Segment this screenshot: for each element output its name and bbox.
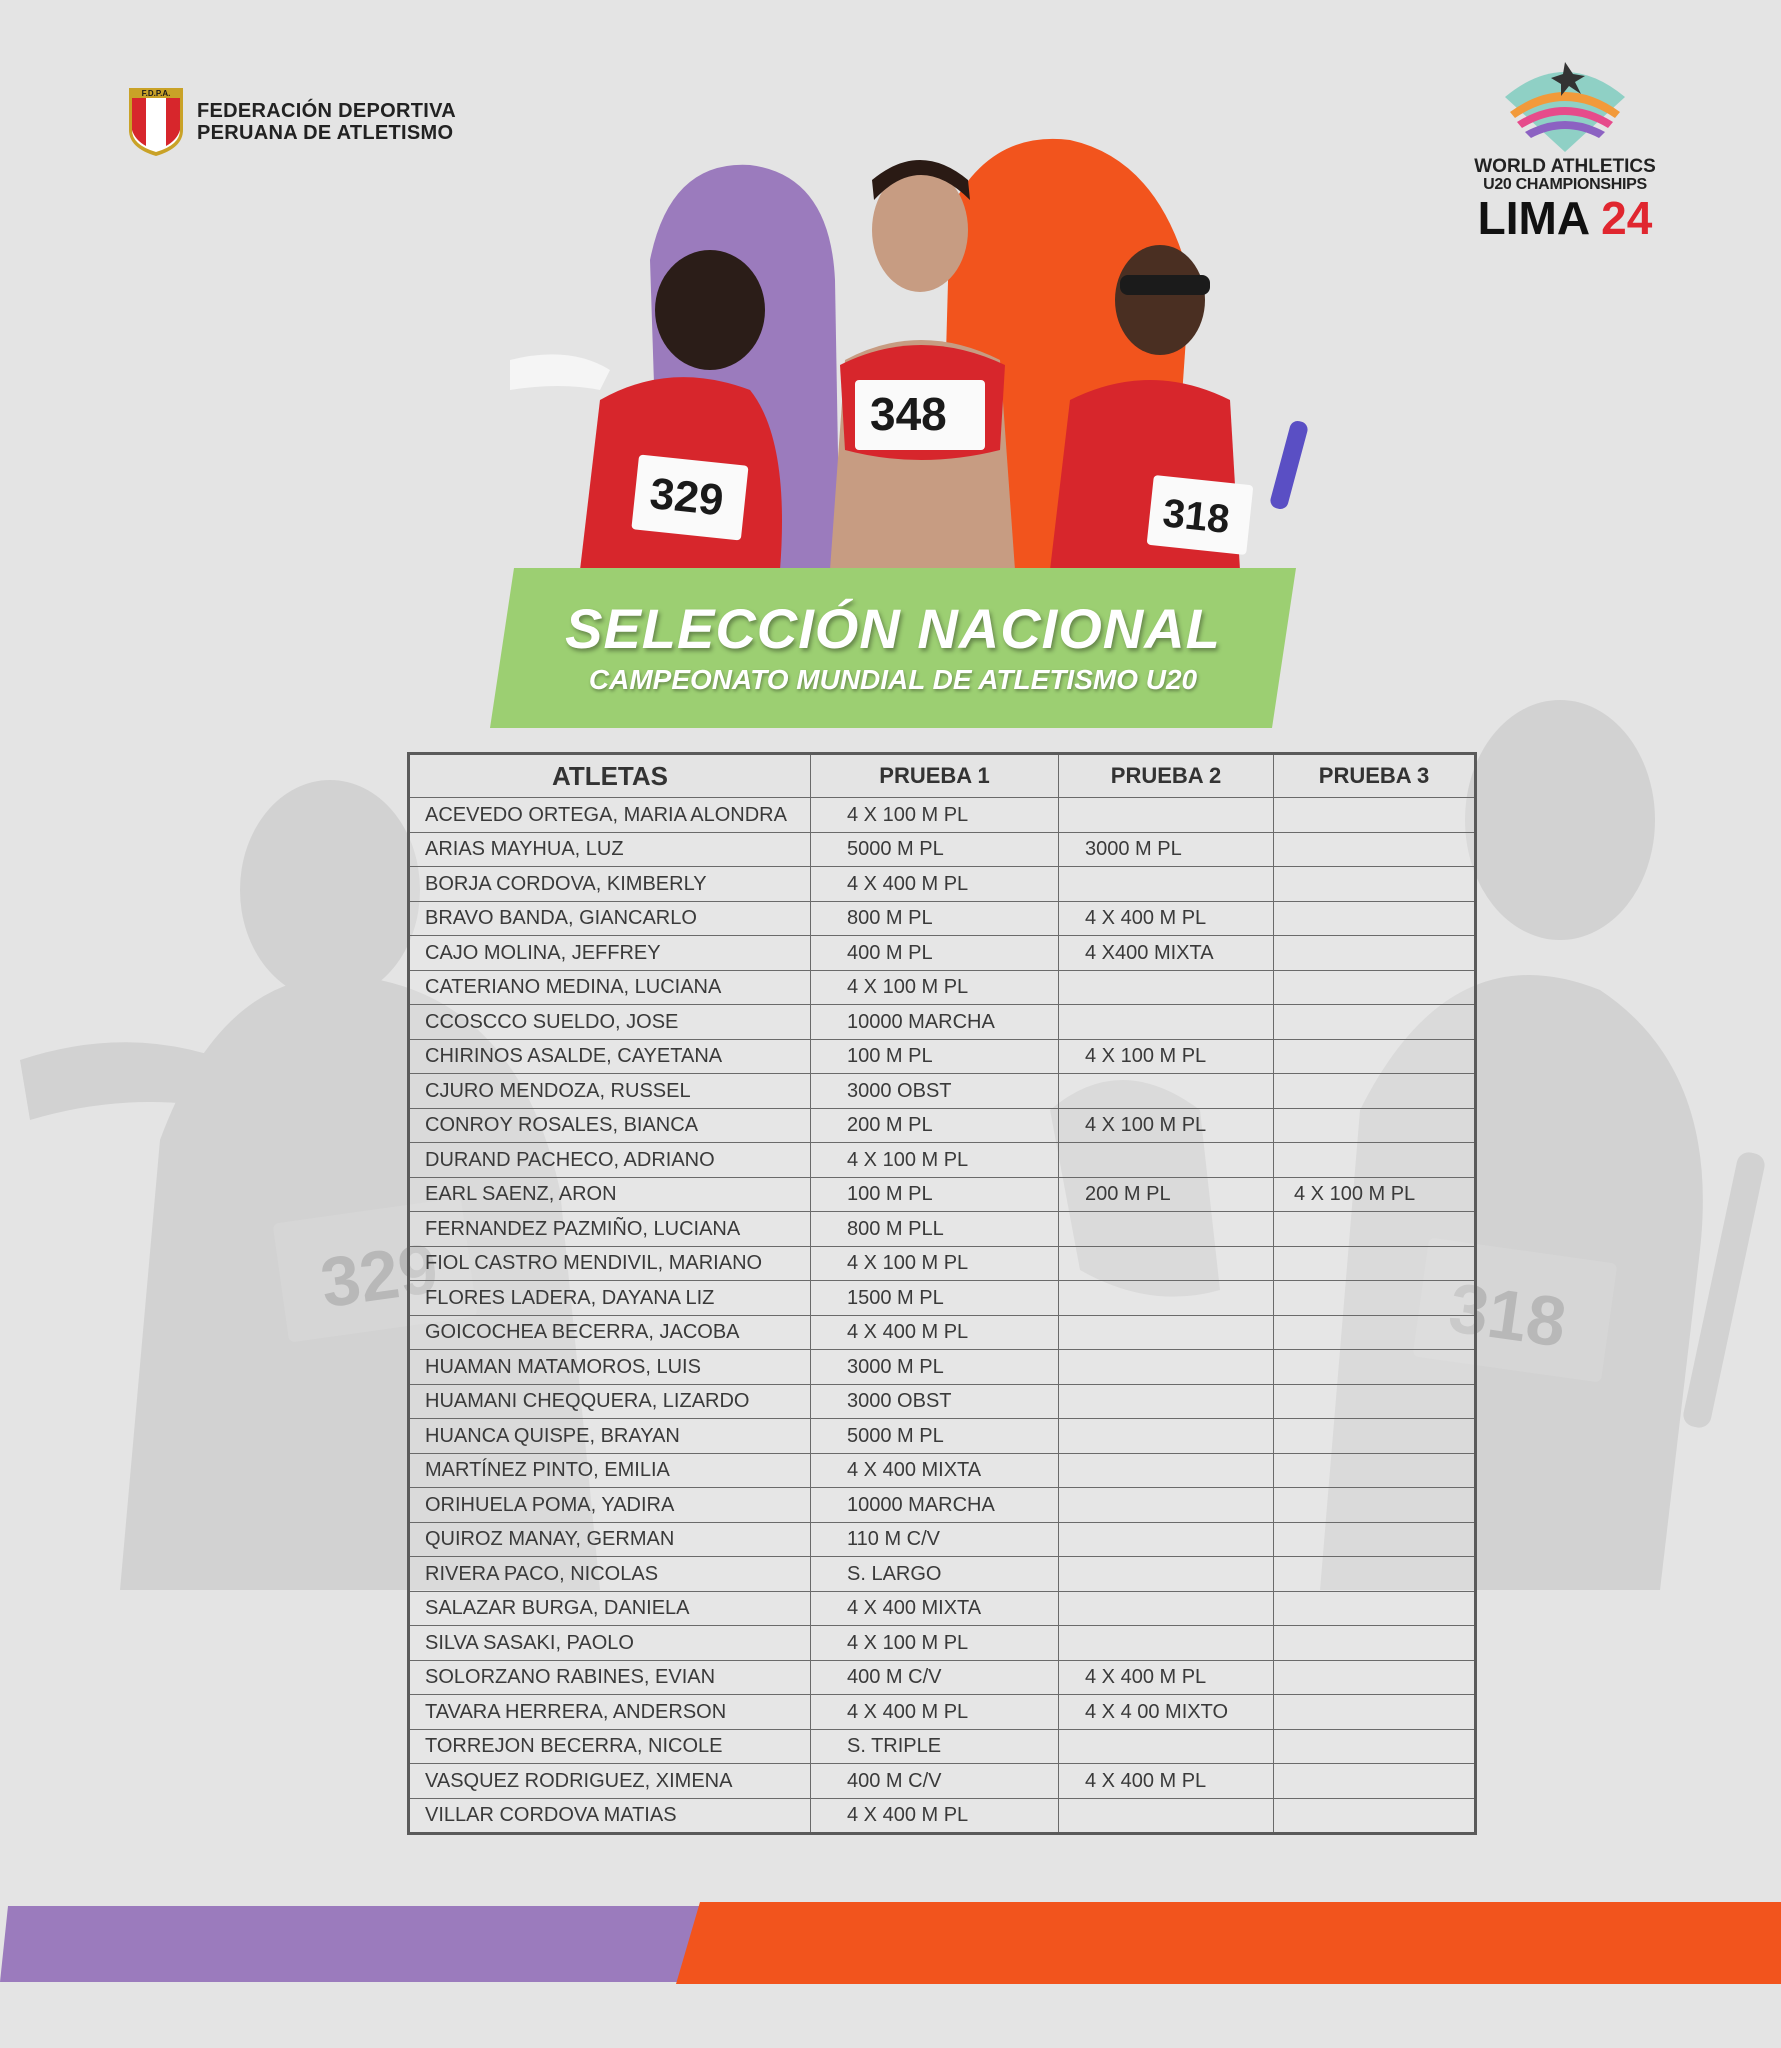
- prueba-3-cell: [1274, 798, 1476, 833]
- prueba-3-cell: [1274, 1695, 1476, 1730]
- prueba-3-cell: [1274, 867, 1476, 902]
- table-row: [409, 1660, 1476, 1695]
- prueba-2-cell: [1059, 970, 1274, 1005]
- fdpa-logo: [127, 86, 456, 158]
- prueba-2-cell: [1059, 1212, 1274, 1247]
- athlete-name-cell: FIOL CASTRO MENDIVIL, MARIANO: [409, 1246, 811, 1281]
- federation-name-line1: FEDERACIÓN DEPORTIVA: [197, 100, 456, 122]
- athlete-name-cell: MARTÍNEZ PINTO, EMILIA: [409, 1453, 811, 1488]
- footer-purple-bar: [0, 1906, 700, 1982]
- prueba-3-cell: [1274, 1108, 1476, 1143]
- bib-right: 318: [1160, 491, 1232, 542]
- table-row: [409, 1798, 1476, 1834]
- athlete-name-cell: ARIAS MAYHUA, LUZ: [409, 832, 811, 867]
- prueba-2-cell: 4 X 400 M PL: [1059, 901, 1274, 936]
- prueba-1-cell: 800 M PL: [811, 901, 1059, 936]
- prueba-1-cell: 3000 OBST: [811, 1074, 1059, 1109]
- athlete-name-cell: QUIROZ MANAY, GERMAN: [409, 1522, 811, 1557]
- table-row: [409, 1039, 1476, 1074]
- table-header-row: [409, 754, 1476, 798]
- athlete-name-cell: RIVERA PACO, NICOLAS: [409, 1557, 811, 1592]
- prueba-1-cell: 4 X 400 MIXTA: [811, 1453, 1059, 1488]
- athlete-name-cell: EARL SAENZ, ARON: [409, 1177, 811, 1212]
- prueba-3-cell: [1274, 1039, 1476, 1074]
- bib-center: 348: [870, 388, 947, 440]
- table-row: [409, 1384, 1476, 1419]
- world-athletics-u20-logo: [1460, 52, 1670, 244]
- footer-orange-bar: [676, 1902, 1781, 1984]
- prueba-2-cell: [1059, 1281, 1274, 1316]
- bib-left: 329: [647, 468, 726, 526]
- header-prueba-1: PRUEBA 1: [811, 754, 1059, 798]
- prueba-2-cell: 4 X400 MIXTA: [1059, 936, 1274, 971]
- prueba-3-cell: [1274, 1557, 1476, 1592]
- table-row: [409, 1108, 1476, 1143]
- table-row: [409, 1453, 1476, 1488]
- prueba-2-cell: 4 X 4 00 MIXTO: [1059, 1695, 1274, 1730]
- table-row: [409, 1488, 1476, 1523]
- prueba-1-cell: 10000 MARCHA: [811, 1488, 1059, 1523]
- athlete-name-cell: CONROY ROSALES, BIANCA: [409, 1108, 811, 1143]
- prueba-2-cell: 3000 M PL: [1059, 832, 1274, 867]
- prueba-3-cell: [1274, 1488, 1476, 1523]
- prueba-2-cell: [1059, 1005, 1274, 1040]
- athletes-table-body: [409, 798, 1476, 1834]
- championship-emblem-icon: [1495, 52, 1635, 152]
- prueba-3-cell: [1274, 1591, 1476, 1626]
- prueba-1-cell: 3000 M PL: [811, 1350, 1059, 1385]
- prueba-3-cell: [1274, 1350, 1476, 1385]
- table-row: [409, 1177, 1476, 1212]
- prueba-3-cell: [1274, 901, 1476, 936]
- event-name-line2: U20 CHAMPIONSHIPS: [1483, 176, 1647, 193]
- athlete-name-cell: VASQUEZ RODRIGUEZ, XIMENA: [409, 1764, 811, 1799]
- prueba-3-cell: [1274, 1384, 1476, 1419]
- table-row: [409, 1764, 1476, 1799]
- federation-name-line2: PERUANA DE ATLETISMO: [197, 122, 454, 144]
- athlete-name-cell: ACEVEDO ORTEGA, MARIA ALONDRA: [409, 798, 811, 833]
- athlete-name-cell: HUANCA QUISPE, BRAYAN: [409, 1419, 811, 1454]
- table-row: [409, 867, 1476, 902]
- prueba-2-cell: [1059, 1798, 1274, 1834]
- banner-subtitle: CAMPEONATO MUNDIAL DE ATLETISMO U20: [588, 664, 1198, 695]
- prueba-1-cell: 400 M C/V: [811, 1660, 1059, 1695]
- table-row: [409, 1074, 1476, 1109]
- athlete-name-cell: CATERIANO MEDINA, LUCIANA: [409, 970, 811, 1005]
- athlete-name-cell: TORREJON BECERRA, NICOLE: [409, 1729, 811, 1764]
- table-row: [409, 1591, 1476, 1626]
- prueba-2-cell: [1059, 1488, 1274, 1523]
- athlete-name-cell: VILLAR CORDOVA MATIAS: [409, 1798, 811, 1834]
- prueba-3-cell: [1274, 1660, 1476, 1695]
- prueba-2-cell: [1059, 1143, 1274, 1178]
- prueba-1-cell: 4 X 100 M PL: [811, 798, 1059, 833]
- prueba-2-cell: [1059, 1453, 1274, 1488]
- athlete-name-cell: CHIRINOS ASALDE, CAYETANA: [409, 1039, 811, 1074]
- table-row: [409, 1143, 1476, 1178]
- prueba-2-cell: [1059, 1626, 1274, 1661]
- event-year: 24: [1601, 192, 1653, 244]
- prueba-2-cell: [1059, 1522, 1274, 1557]
- prueba-1-cell: 4 X 100 M PL: [811, 970, 1059, 1005]
- athlete-name-cell: SALAZAR BURGA, DANIELA: [409, 1591, 811, 1626]
- prueba-1-cell: 4 X 400 MIXTA: [811, 1591, 1059, 1626]
- prueba-3-cell: [1274, 1074, 1476, 1109]
- table-row: [409, 901, 1476, 936]
- athlete-name-cell: HUAMANI CHEQQUERA, LIZARDO: [409, 1384, 811, 1419]
- prueba-2-cell: [1059, 1591, 1274, 1626]
- prueba-1-cell: 1500 M PL: [811, 1281, 1059, 1316]
- prueba-1-cell: 100 M PL: [811, 1177, 1059, 1212]
- prueba-3-cell: [1274, 1626, 1476, 1661]
- peru-shield-icon: [127, 86, 185, 158]
- table-row: [409, 1557, 1476, 1592]
- prueba-1-cell: 4 X 400 M PL: [811, 867, 1059, 902]
- prueba-1-cell: 4 X 100 M PL: [811, 1143, 1059, 1178]
- prueba-1-cell: 4 X 400 M PL: [811, 1315, 1059, 1350]
- prueba-2-cell: 200 M PL: [1059, 1177, 1274, 1212]
- prueba-3-cell: [1274, 1522, 1476, 1557]
- athlete-name-cell: CJURO MENDOZA, RUSSEL: [409, 1074, 811, 1109]
- table-row: [409, 1315, 1476, 1350]
- athlete-name-cell: CAJO MOLINA, JEFFREY: [409, 936, 811, 971]
- prueba-1-cell: 200 M PL: [811, 1108, 1059, 1143]
- prueba-2-cell: [1059, 1246, 1274, 1281]
- prueba-1-cell: 5000 M PL: [811, 832, 1059, 867]
- table-row: [409, 1246, 1476, 1281]
- prueba-3-cell: [1274, 1729, 1476, 1764]
- table-row: [409, 1626, 1476, 1661]
- prueba-1-cell: S. LARGO: [811, 1557, 1059, 1592]
- prueba-2-cell: [1059, 1315, 1274, 1350]
- prueba-2-cell: 4 X 400 M PL: [1059, 1764, 1274, 1799]
- prueba-3-cell: [1274, 1143, 1476, 1178]
- prueba-3-cell: 4 X 100 M PL: [1274, 1177, 1476, 1212]
- prueba-2-cell: 4 X 100 M PL: [1059, 1108, 1274, 1143]
- prueba-3-cell: [1274, 1453, 1476, 1488]
- prueba-3-cell: [1274, 832, 1476, 867]
- prueba-3-cell: [1274, 936, 1476, 971]
- table-row: [409, 1695, 1476, 1730]
- prueba-3-cell: [1274, 1246, 1476, 1281]
- bg-bib-left: 329: [315, 1228, 443, 1323]
- athlete-name-cell: DURAND PACHECO, ADRIANO: [409, 1143, 811, 1178]
- bg-bib-right: 318: [1444, 1268, 1571, 1362]
- athlete-name-cell: HUAMAN MATAMOROS, LUIS: [409, 1350, 811, 1385]
- athlete-name-cell: SOLORZANO RABINES, EVIAN: [409, 1660, 811, 1695]
- hero-athletes-illustration: [470, 120, 1330, 570]
- athlete-name-cell: SILVA SASAKI, PAOLO: [409, 1626, 811, 1661]
- prueba-2-cell: [1059, 1350, 1274, 1385]
- prueba-1-cell: 400 M PL: [811, 936, 1059, 971]
- table-row: [409, 1005, 1476, 1040]
- prueba-2-cell: [1059, 798, 1274, 833]
- prueba-1-cell: 800 M PLL: [811, 1212, 1059, 1247]
- athlete-name-cell: FLORES LADERA, DAYANA LIZ: [409, 1281, 811, 1316]
- prueba-1-cell: S. TRIPLE: [811, 1729, 1059, 1764]
- header-atletas: ATLETAS: [409, 754, 811, 798]
- athletes-table: [407, 752, 1477, 1835]
- header-prueba-2: PRUEBA 2: [1059, 754, 1274, 798]
- athlete-name-cell: GOICOCHEA BECERRA, JACOBA: [409, 1315, 811, 1350]
- table-row: [409, 1281, 1476, 1316]
- athlete-name-cell: CCOSCCO SUELDO, JOSE: [409, 1005, 811, 1040]
- athlete-name-cell: BRAVO BANDA, GIANCARLO: [409, 901, 811, 936]
- table-row: [409, 1522, 1476, 1557]
- prueba-1-cell: 4 X 100 M PL: [811, 1246, 1059, 1281]
- prueba-1-cell: 4 X 100 M PL: [811, 1626, 1059, 1661]
- event-city-year: [1460, 192, 1670, 244]
- header-prueba-3: PRUEBA 3: [1274, 754, 1476, 798]
- prueba-3-cell: [1274, 1212, 1476, 1247]
- prueba-1-cell: 4 X 400 M PL: [811, 1798, 1059, 1834]
- prueba-3-cell: [1274, 970, 1476, 1005]
- event-city: LIMA: [1477, 192, 1589, 244]
- prueba-2-cell: [1059, 867, 1274, 902]
- prueba-3-cell: [1274, 1764, 1476, 1799]
- table-row: [409, 970, 1476, 1005]
- fdpa-badge-text: F.D.P.A.: [141, 89, 171, 98]
- prueba-2-cell: [1059, 1729, 1274, 1764]
- prueba-2-cell: 4 X 400 M PL: [1059, 1660, 1274, 1695]
- prueba-3-cell: [1274, 1281, 1476, 1316]
- athlete-name-cell: BORJA CORDOVA, KIMBERLY: [409, 867, 811, 902]
- athlete-name-cell: FERNANDEZ PAZMIÑO, LUCIANA: [409, 1212, 811, 1247]
- prueba-1-cell: 110 M C/V: [811, 1522, 1059, 1557]
- banner-title: SELECCIÓN NACIONAL: [565, 597, 1221, 660]
- athlete-name-cell: TAVARA HERRERA, ANDERSON: [409, 1695, 811, 1730]
- prueba-2-cell: [1059, 1557, 1274, 1592]
- athlete-name-cell: ORIHUELA POMA, YADIRA: [409, 1488, 811, 1523]
- prueba-1-cell: 100 M PL: [811, 1039, 1059, 1074]
- table-row: [409, 936, 1476, 971]
- prueba-3-cell: [1274, 1798, 1476, 1834]
- prueba-1-cell: 10000 MARCHA: [811, 1005, 1059, 1040]
- event-name-line1: WORLD ATHLETICS: [1474, 156, 1656, 177]
- table-row: [409, 798, 1476, 833]
- prueba-2-cell: [1059, 1074, 1274, 1109]
- table-row: [409, 1212, 1476, 1247]
- prueba-3-cell: [1274, 1419, 1476, 1454]
- prueba-2-cell: 4 X 100 M PL: [1059, 1039, 1274, 1074]
- prueba-3-cell: [1274, 1315, 1476, 1350]
- prueba-1-cell: 3000 OBST: [811, 1384, 1059, 1419]
- prueba-1-cell: 400 M C/V: [811, 1764, 1059, 1799]
- prueba-2-cell: [1059, 1384, 1274, 1419]
- table-row: [409, 832, 1476, 867]
- prueba-1-cell: 5000 M PL: [811, 1419, 1059, 1454]
- prueba-1-cell: 4 X 400 M PL: [811, 1695, 1059, 1730]
- table-row: [409, 1350, 1476, 1385]
- table-row: [409, 1729, 1476, 1764]
- table-row: [409, 1419, 1476, 1454]
- prueba-2-cell: [1059, 1419, 1274, 1454]
- prueba-3-cell: [1274, 1005, 1476, 1040]
